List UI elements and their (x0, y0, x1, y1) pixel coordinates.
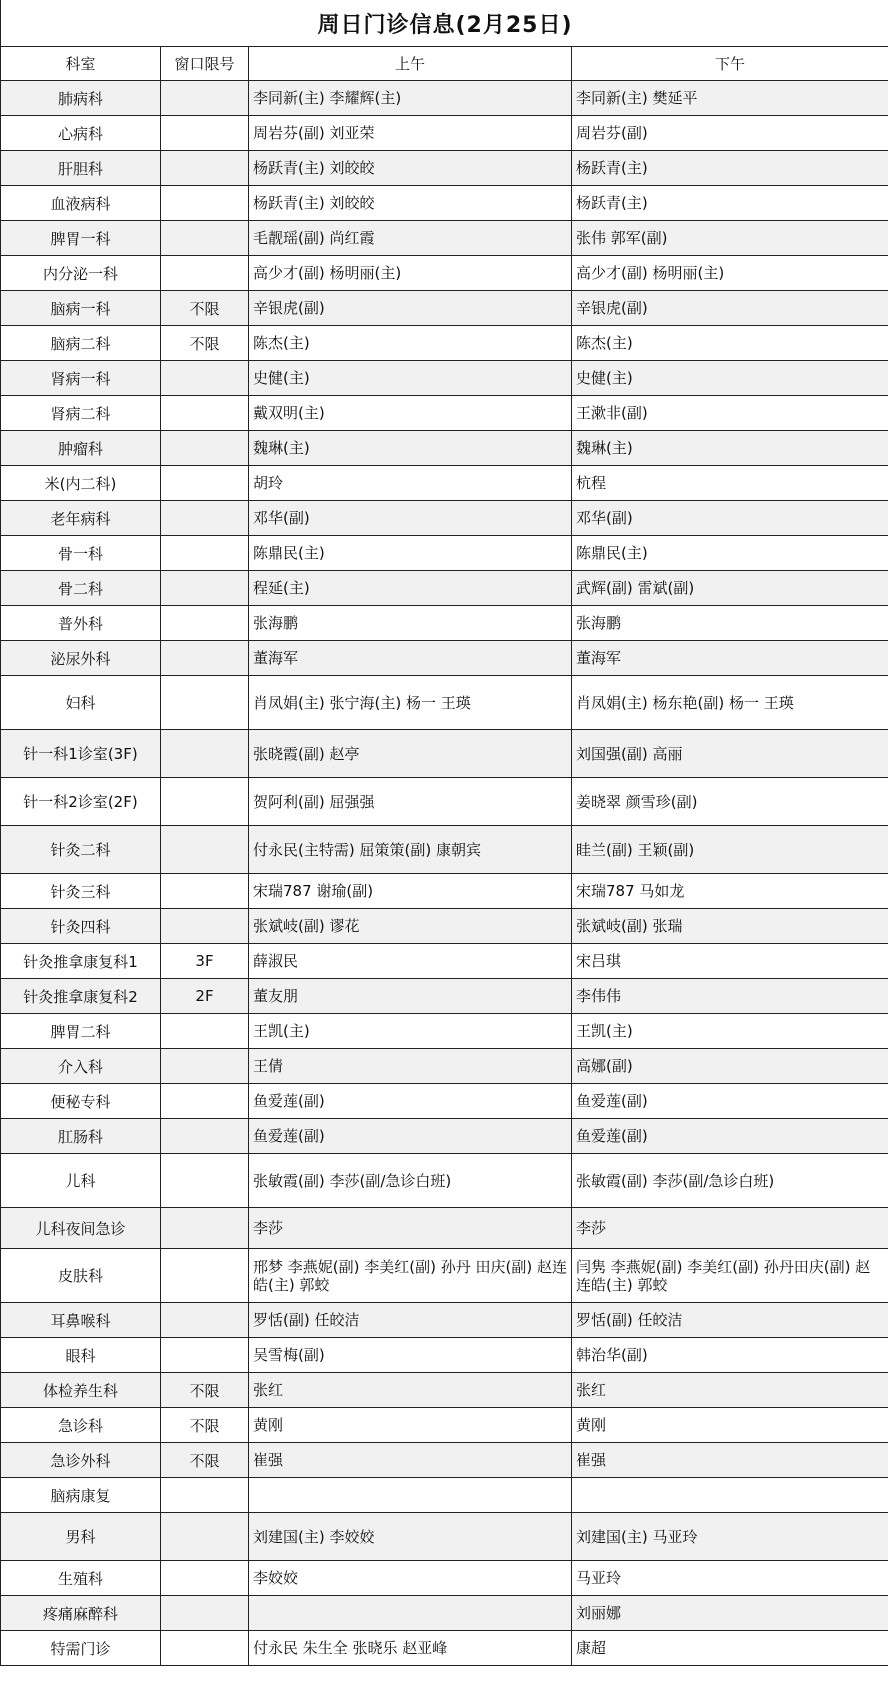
table-row (1, 291, 888, 326)
morning-doctors-cell: 宋瑞787 谢瑜(副) (249, 874, 572, 909)
department-cell: 眼科 (1, 1338, 161, 1373)
department-cell: 急诊外科 (1, 1443, 161, 1478)
department-cell: 普外科 (1, 606, 161, 641)
afternoon-doctors-cell: 高娜(副) (572, 1049, 888, 1084)
department-cell: 心病科 (1, 116, 161, 151)
table-row (1, 1303, 888, 1338)
morning-doctors-cell: 董友朋 (249, 979, 572, 1014)
department-cell: 针灸二科 (1, 826, 161, 874)
table-row (1, 1119, 888, 1154)
morning-doctors-cell: 陈鼎民(主) (249, 536, 572, 571)
morning-doctors-cell: 刘建国(主) 李姣姣 (249, 1513, 572, 1561)
window-limit-cell (161, 501, 249, 536)
afternoon-doctors-cell: 刘建国(主) 马亚玲 (572, 1513, 888, 1561)
afternoon-doctors-cell: 刘丽娜 (572, 1596, 888, 1631)
table-row (1, 874, 888, 909)
morning-doctors-cell: 史健(主) (249, 361, 572, 396)
afternoon-doctors-cell: 张斌岐(副) 张瑞 (572, 909, 888, 944)
department-cell: 脾胃二科 (1, 1014, 161, 1049)
window-limit-cell (161, 676, 249, 730)
department-cell: 脾胃一科 (1, 221, 161, 256)
department-cell: 针灸推拿康复科2 (1, 979, 161, 1014)
table-row (1, 909, 888, 944)
afternoon-doctors-cell: 宋吕琪 (572, 944, 888, 979)
department-cell: 生殖科 (1, 1561, 161, 1596)
table-row (1, 606, 888, 641)
department-cell: 儿科夜间急诊 (1, 1208, 161, 1249)
morning-doctors-cell: 周岩芬(副) 刘亚荣 (249, 116, 572, 151)
afternoon-doctors-cell: 史健(主) (572, 361, 888, 396)
afternoon-doctors-cell: 张红 (572, 1373, 888, 1408)
window-limit-cell (161, 641, 249, 676)
afternoon-doctors-cell: 马亚玲 (572, 1561, 888, 1596)
window-limit-cell (161, 1249, 249, 1303)
afternoon-doctors-cell: 辛银虎(副) (572, 291, 888, 326)
afternoon-doctors-cell: 康超 (572, 1631, 888, 1666)
afternoon-doctors-cell: 姜晓翠 颜雪珍(副) (572, 778, 888, 826)
table-row (1, 326, 888, 361)
department-cell: 便秘专科 (1, 1084, 161, 1119)
morning-doctors-cell: 董海军 (249, 641, 572, 676)
department-cell: 特需门诊 (1, 1631, 161, 1666)
afternoon-doctors-cell: 陈鼎民(主) (572, 536, 888, 571)
window-limit-cell (161, 221, 249, 256)
window-limit-cell (161, 1513, 249, 1561)
window-limit-cell (161, 571, 249, 606)
table-row (1, 1513, 888, 1561)
morning-doctors-cell: 李姣姣 (249, 1561, 572, 1596)
table-row (1, 151, 888, 186)
morning-doctors-cell: 肖凤娟(主) 张宁海(主) 杨一 王瑛 (249, 676, 572, 730)
window-limit-cell: 2F (161, 979, 249, 1014)
header-afternoon: 下午 (572, 47, 888, 81)
table-row (1, 1443, 888, 1478)
window-limit-cell: 不限 (161, 1443, 249, 1478)
morning-doctors-cell: 辛银虎(副) (249, 291, 572, 326)
table-row (1, 361, 888, 396)
morning-doctors-cell: 陈杰(主) (249, 326, 572, 361)
morning-doctors-cell (249, 1596, 572, 1631)
afternoon-doctors-cell: 刘国强(副) 高丽 (572, 730, 888, 778)
window-limit-cell: 不限 (161, 1373, 249, 1408)
morning-doctors-cell: 魏琳(主) (249, 431, 572, 466)
morning-doctors-cell: 张海鹏 (249, 606, 572, 641)
table-row (1, 571, 888, 606)
department-cell: 针灸四科 (1, 909, 161, 944)
window-limit-cell (161, 396, 249, 431)
afternoon-doctors-cell: 宋瑞787 马如龙 (572, 874, 888, 909)
table-row (1, 1408, 888, 1443)
window-limit-cell (161, 536, 249, 571)
window-limit-cell (161, 1631, 249, 1666)
department-cell: 肺病科 (1, 81, 161, 116)
department-cell: 耳鼻喉科 (1, 1303, 161, 1338)
table-row (1, 501, 888, 536)
morning-doctors-cell: 邢梦 李燕妮(副) 李美红(副) 孙丹 田庆(副) 赵连皓(主) 郭蛟 (249, 1249, 572, 1303)
table-row (1, 221, 888, 256)
window-limit-cell (161, 1049, 249, 1084)
window-limit-cell (161, 1119, 249, 1154)
morning-doctors-cell: 戴双明(主) (249, 396, 572, 431)
department-cell: 妇科 (1, 676, 161, 730)
morning-doctors-cell: 杨跃青(主) 刘皎皎 (249, 186, 572, 221)
header-department: 科室 (1, 47, 161, 81)
afternoon-doctors-cell: 崔强 (572, 1443, 888, 1478)
afternoon-doctors-cell: 周岩芬(副) (572, 116, 888, 151)
department-cell: 皮肤科 (1, 1249, 161, 1303)
morning-doctors-cell: 胡玲 (249, 466, 572, 501)
morning-doctors-cell: 鱼爱莲(副) (249, 1119, 572, 1154)
table-header-row (1, 47, 888, 81)
morning-doctors-cell: 杨跃青(主) 刘皎皎 (249, 151, 572, 186)
morning-doctors-cell: 李莎 (249, 1208, 572, 1249)
department-cell: 针一科2诊室(2F) (1, 778, 161, 826)
department-cell: 骨一科 (1, 536, 161, 571)
table-row (1, 1154, 888, 1208)
department-cell: 肿瘤科 (1, 431, 161, 466)
afternoon-doctors-cell: 邓华(副) (572, 501, 888, 536)
department-cell: 老年病科 (1, 501, 161, 536)
window-limit-cell (161, 606, 249, 641)
window-limit-cell (161, 1208, 249, 1249)
table-row (1, 1596, 888, 1631)
department-cell: 疼痛麻醉科 (1, 1596, 161, 1631)
window-limit-cell (161, 730, 249, 778)
schedule-table (0, 46, 888, 1666)
window-limit-cell (161, 874, 249, 909)
department-cell: 泌尿外科 (1, 641, 161, 676)
morning-doctors-cell: 罗恬(副) 任皎洁 (249, 1303, 572, 1338)
page-title: 周日门诊信息(2月25日) (0, 0, 888, 47)
window-limit-cell (161, 1478, 249, 1513)
afternoon-doctors-cell: 李同新(主) 樊延平 (572, 81, 888, 116)
window-limit-cell (161, 1338, 249, 1373)
table-row (1, 1561, 888, 1596)
window-limit-cell (161, 1596, 249, 1631)
window-limit-cell (161, 431, 249, 466)
morning-doctors-cell: 王倩 (249, 1049, 572, 1084)
department-cell: 急诊科 (1, 1408, 161, 1443)
department-cell: 介入科 (1, 1049, 161, 1084)
morning-doctors-cell: 张红 (249, 1373, 572, 1408)
morning-doctors-cell: 张晓霞(副) 赵亭 (249, 730, 572, 778)
department-cell: 针一科1诊室(3F) (1, 730, 161, 778)
table-row (1, 944, 888, 979)
window-limit-cell (161, 1014, 249, 1049)
window-limit-cell (161, 466, 249, 501)
morning-doctors-cell: 李同新(主) 李耀辉(主) (249, 81, 572, 116)
window-limit-cell (161, 361, 249, 396)
table-row (1, 116, 888, 151)
table-row (1, 641, 888, 676)
afternoon-doctors-cell: 王漱非(副) (572, 396, 888, 431)
department-cell: 针灸推拿康复科1 (1, 944, 161, 979)
schedule-rows (1, 81, 888, 1666)
table-row (1, 1014, 888, 1049)
table-row (1, 1208, 888, 1249)
department-cell: 肾病一科 (1, 361, 161, 396)
department-cell: 儿科 (1, 1154, 161, 1208)
afternoon-doctors-cell: 鱼爱莲(副) (572, 1084, 888, 1119)
afternoon-doctors-cell: 杭程 (572, 466, 888, 501)
afternoon-doctors-cell: 韩治华(副) (572, 1338, 888, 1373)
window-limit-cell: 3F (161, 944, 249, 979)
morning-doctors-cell: 毛靓瑶(副) 尚红霞 (249, 221, 572, 256)
table-row (1, 81, 888, 116)
window-limit-cell (161, 151, 249, 186)
header-morning: 上午 (249, 47, 572, 81)
window-limit-cell (161, 81, 249, 116)
window-limit-cell (161, 778, 249, 826)
window-limit-cell (161, 1154, 249, 1208)
table-row (1, 466, 888, 501)
morning-doctors-cell: 付永民(主特需) 屈策策(副) 康朝宾 (249, 826, 572, 874)
table-row (1, 1049, 888, 1084)
morning-doctors-cell: 薛淑民 (249, 944, 572, 979)
department-cell: 肛肠科 (1, 1119, 161, 1154)
window-limit-cell: 不限 (161, 1408, 249, 1443)
table-row (1, 826, 888, 874)
afternoon-doctors-cell: 董海军 (572, 641, 888, 676)
table-row (1, 256, 888, 291)
table-row (1, 1338, 888, 1373)
morning-doctors-cell: 张敏霞(副) 李莎(副/急诊白班) (249, 1154, 572, 1208)
table-row (1, 778, 888, 826)
window-limit-cell (161, 116, 249, 151)
morning-doctors-cell: 吴雪梅(副) (249, 1338, 572, 1373)
table-row (1, 396, 888, 431)
morning-doctors-cell (249, 1478, 572, 1513)
morning-doctors-cell: 高少才(副) 杨明丽(主) (249, 256, 572, 291)
table-row (1, 979, 888, 1014)
afternoon-doctors-cell: 张敏霞(副) 李莎(副/急诊白班) (572, 1154, 888, 1208)
window-limit-cell (161, 256, 249, 291)
department-cell: 脑病康复 (1, 1478, 161, 1513)
afternoon-doctors-cell: 高少才(副) 杨明丽(主) (572, 256, 888, 291)
window-limit-cell (161, 826, 249, 874)
table-row (1, 676, 888, 730)
window-limit-cell (161, 909, 249, 944)
afternoon-doctors-cell (572, 1478, 888, 1513)
afternoon-doctors-cell: 黄刚 (572, 1408, 888, 1443)
afternoon-doctors-cell: 张伟 郭军(副) (572, 221, 888, 256)
table-row (1, 730, 888, 778)
afternoon-doctors-cell: 肖凤娟(主) 杨东艳(副) 杨一 王瑛 (572, 676, 888, 730)
afternoon-doctors-cell: 罗恬(副) 任皎洁 (572, 1303, 888, 1338)
window-limit-cell (161, 1561, 249, 1596)
afternoon-doctors-cell: 李莎 (572, 1208, 888, 1249)
department-cell: 血液病科 (1, 186, 161, 221)
window-limit-cell (161, 1303, 249, 1338)
header-window-limit: 窗口限号 (161, 47, 249, 81)
afternoon-doctors-cell: 闫隽 李燕妮(副) 李美红(副) 孙丹田庆(副) 赵连皓(主) 郭蛟 (572, 1249, 888, 1303)
afternoon-doctors-cell: 王凯(主) (572, 1014, 888, 1049)
afternoon-doctors-cell: 魏琳(主) (572, 431, 888, 466)
afternoon-doctors-cell: 杨跃青(主) (572, 151, 888, 186)
morning-doctors-cell: 贺阿利(副) 屈强强 (249, 778, 572, 826)
department-cell: 肾病二科 (1, 396, 161, 431)
afternoon-doctors-cell: 武辉(副) 雷斌(副) (572, 571, 888, 606)
afternoon-doctors-cell: 眭兰(副) 王颖(副) (572, 826, 888, 874)
table-row (1, 1631, 888, 1666)
department-cell: 内分泌一科 (1, 256, 161, 291)
table-row (1, 1084, 888, 1119)
afternoon-doctors-cell: 陈杰(主) (572, 326, 888, 361)
window-limit-cell (161, 186, 249, 221)
table-row (1, 186, 888, 221)
table-row (1, 431, 888, 466)
table-row (1, 1249, 888, 1303)
window-limit-cell: 不限 (161, 291, 249, 326)
department-cell: 脑病二科 (1, 326, 161, 361)
morning-doctors-cell: 邓华(副) (249, 501, 572, 536)
department-cell: 男科 (1, 1513, 161, 1561)
window-limit-cell: 不限 (161, 326, 249, 361)
afternoon-doctors-cell: 张海鹏 (572, 606, 888, 641)
morning-doctors-cell: 张斌岐(副) 谬花 (249, 909, 572, 944)
afternoon-doctors-cell: 李伟伟 (572, 979, 888, 1014)
morning-doctors-cell: 付永民 朱生全 张晓乐 赵亚峰 (249, 1631, 572, 1666)
department-cell: 针灸三科 (1, 874, 161, 909)
table-row (1, 1373, 888, 1408)
morning-doctors-cell: 程延(主) (249, 571, 572, 606)
table-row (1, 536, 888, 571)
department-cell: 米(内二科) (1, 466, 161, 501)
department-cell: 脑病一科 (1, 291, 161, 326)
department-cell: 肝胆科 (1, 151, 161, 186)
window-limit-cell (161, 1084, 249, 1119)
department-cell: 体检养生科 (1, 1373, 161, 1408)
afternoon-doctors-cell: 鱼爱莲(副) (572, 1119, 888, 1154)
morning-doctors-cell: 崔强 (249, 1443, 572, 1478)
morning-doctors-cell: 鱼爱莲(副) (249, 1084, 572, 1119)
afternoon-doctors-cell: 杨跃青(主) (572, 186, 888, 221)
morning-doctors-cell: 王凯(主) (249, 1014, 572, 1049)
morning-doctors-cell: 黄刚 (249, 1408, 572, 1443)
table-row (1, 1478, 888, 1513)
department-cell: 骨二科 (1, 571, 161, 606)
